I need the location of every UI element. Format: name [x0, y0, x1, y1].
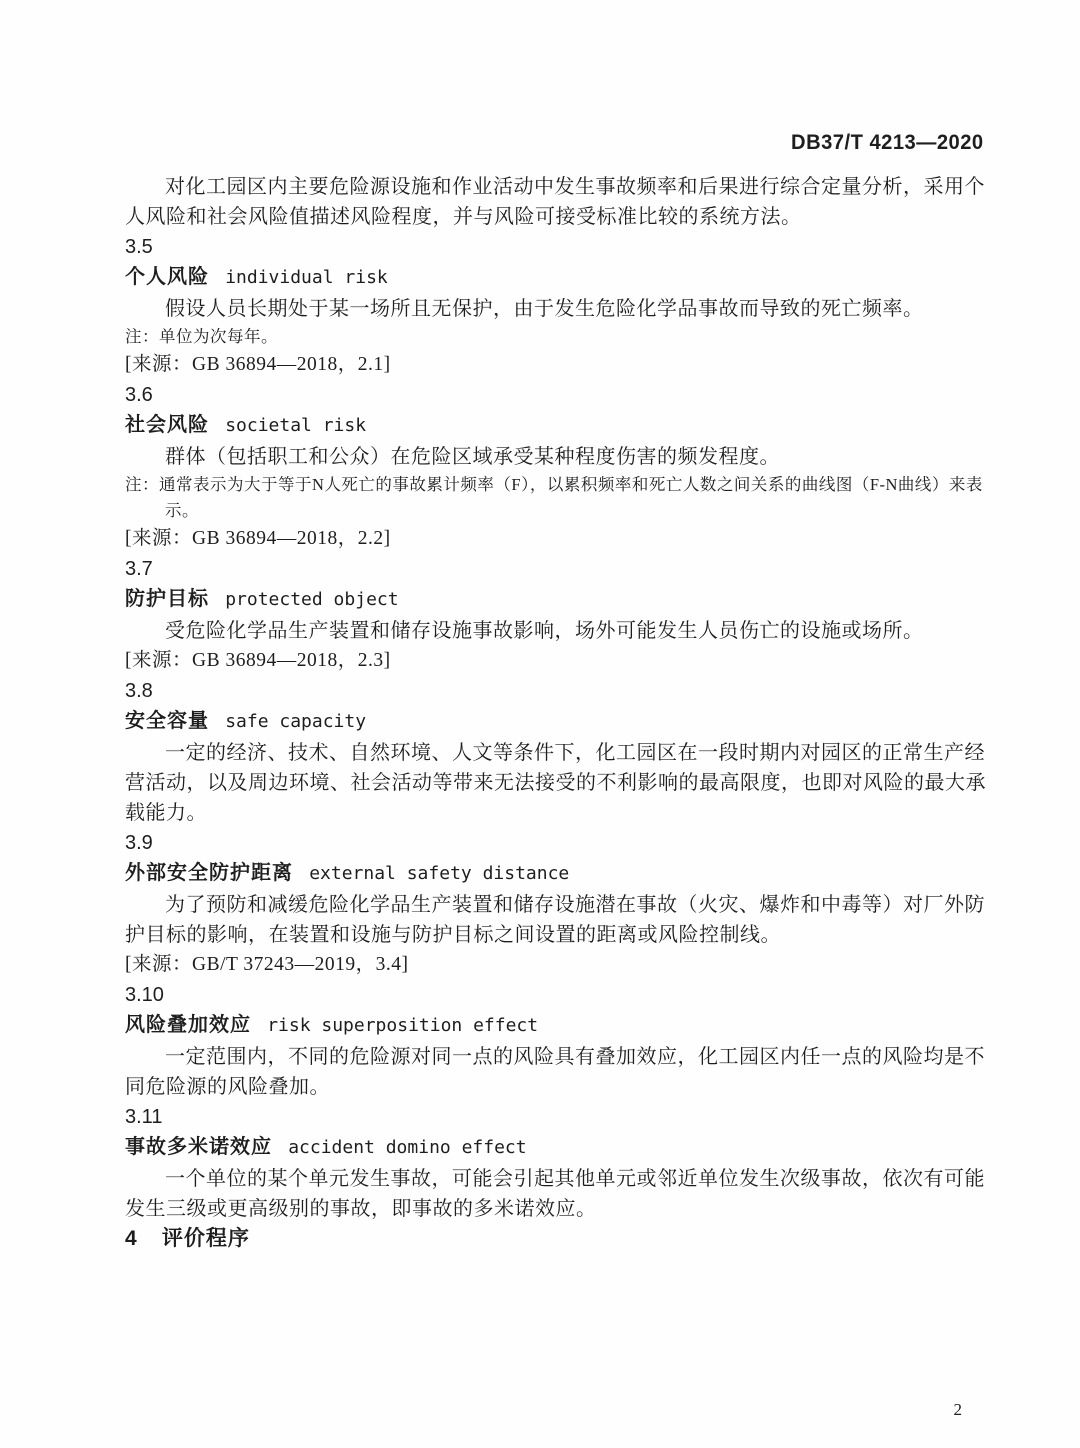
term-en: external safety distance	[309, 863, 570, 884]
term-section-3-11	[125, 1102, 987, 1224]
term-en: protected object	[225, 589, 399, 610]
term-section-3-10	[125, 980, 987, 1102]
term-definition: 一定范围内，不同的危险源对同一点的风险具有叠加效应，化工园区内任一点的风险均是不同危险源的风险叠加。	[125, 1046, 985, 1098]
term-zh: 防护目标	[125, 588, 209, 610]
term-title-line	[125, 1010, 987, 1042]
term-en: safe capacity	[225, 711, 367, 732]
term-title-line	[125, 410, 987, 442]
term-title-line	[125, 1132, 987, 1164]
term-number: 3.11	[125, 1106, 163, 1128]
term-title-line	[125, 584, 987, 616]
term-number: 3.8	[125, 680, 153, 702]
intro-paragraph: 对化工园区内主要危险源设施和作业活动中发生事故频率和后果进行综合定量分析，采用个人风险和社会风险值描述风险程度，并与风险可接受标准比较的系统方法。	[125, 176, 985, 228]
term-number: 3.7	[125, 558, 153, 580]
page-number: 2	[953, 1400, 962, 1419]
term-section-3-6	[125, 380, 987, 554]
term-definition: 一定的经济、技术、自然环境、人文等条件下，化工园区在一段时期内对园区的正常生产经营活动，以及周边环境、社会活动等带来无法接受的不利影响的最高限度，也即对风险的最大承载能力。	[125, 742, 986, 824]
term-en: societal risk	[225, 415, 367, 436]
term-number: 3.5	[125, 236, 153, 258]
section-title: 评价程序	[161, 1227, 250, 1250]
term-definition: 受危险化学品生产装置和储存设施事故影响，场外可能发生人员伤亡的设施或场所。	[165, 620, 924, 642]
term-en: risk superposition effect	[267, 1015, 539, 1036]
term-number: 3.6	[125, 384, 153, 406]
term-source: [来源：GB/T 37243—2019，3.4]	[125, 954, 409, 975]
term-title-line	[125, 706, 987, 738]
section-4-heading	[125, 1224, 987, 1254]
term-note: 注：通常表示为大于等于N人死亡的事故累计频率（F），以累积频率和死亡人数之间关系的曲线图（F-N曲线）来表示。	[125, 475, 983, 520]
term-definition: 群体（包括职工和公众）在危险区域承受某种程度伤害的频发程度。	[165, 446, 780, 468]
term-definition: 为了预防和减缓危险化学品生产装置和储存设施潜在事故（火灾、爆炸和中毒等）对厂外防护目标的影响，在装置和设施与防护目标之间设置的距离或风险控制线。	[125, 894, 985, 946]
term-section-3-8	[125, 676, 987, 828]
term-zh: 事故多米诺效应	[125, 1136, 272, 1158]
term-section-3-5	[125, 232, 987, 380]
term-note: 注：单位为次每年。	[125, 327, 278, 346]
term-source: [来源：GB 36894—2018，2.3]	[125, 650, 391, 671]
term-zh: 外部安全防护距离	[125, 862, 293, 884]
term-title-line	[125, 858, 987, 890]
term-zh: 风险叠加效应	[125, 1014, 251, 1036]
term-section-3-7	[125, 554, 987, 676]
term-en: accident domino effect	[288, 1137, 527, 1158]
term-number: 3.9	[125, 832, 153, 854]
term-en: individual risk	[225, 267, 388, 288]
term-definition: 一个单位的某个单元发生事故，可能会引起其他单元或邻近单位发生次级事故，依次有可能发生三级或更高级别的事故，即事故的多米诺效应。	[125, 1168, 985, 1220]
term-zh: 个人风险	[125, 266, 209, 288]
term-source: [来源：GB 36894—2018，2.1]	[125, 354, 391, 375]
term-title-line	[125, 262, 987, 294]
section-number: 4	[125, 1227, 137, 1250]
term-number: 3.10	[125, 984, 164, 1006]
doc-code: DB37/T 4213—2020	[791, 131, 984, 154]
term-zh: 社会风险	[125, 414, 209, 436]
term-section-3-9	[125, 828, 987, 980]
page-content	[125, 172, 987, 1254]
term-source: [来源：GB 36894—2018，2.2]	[125, 528, 391, 549]
term-zh: 安全容量	[125, 710, 209, 732]
term-definition: 假设人员长期处于某一场所且无保护，由于发生危险化学品事故而导致的死亡频率。	[165, 298, 924, 320]
